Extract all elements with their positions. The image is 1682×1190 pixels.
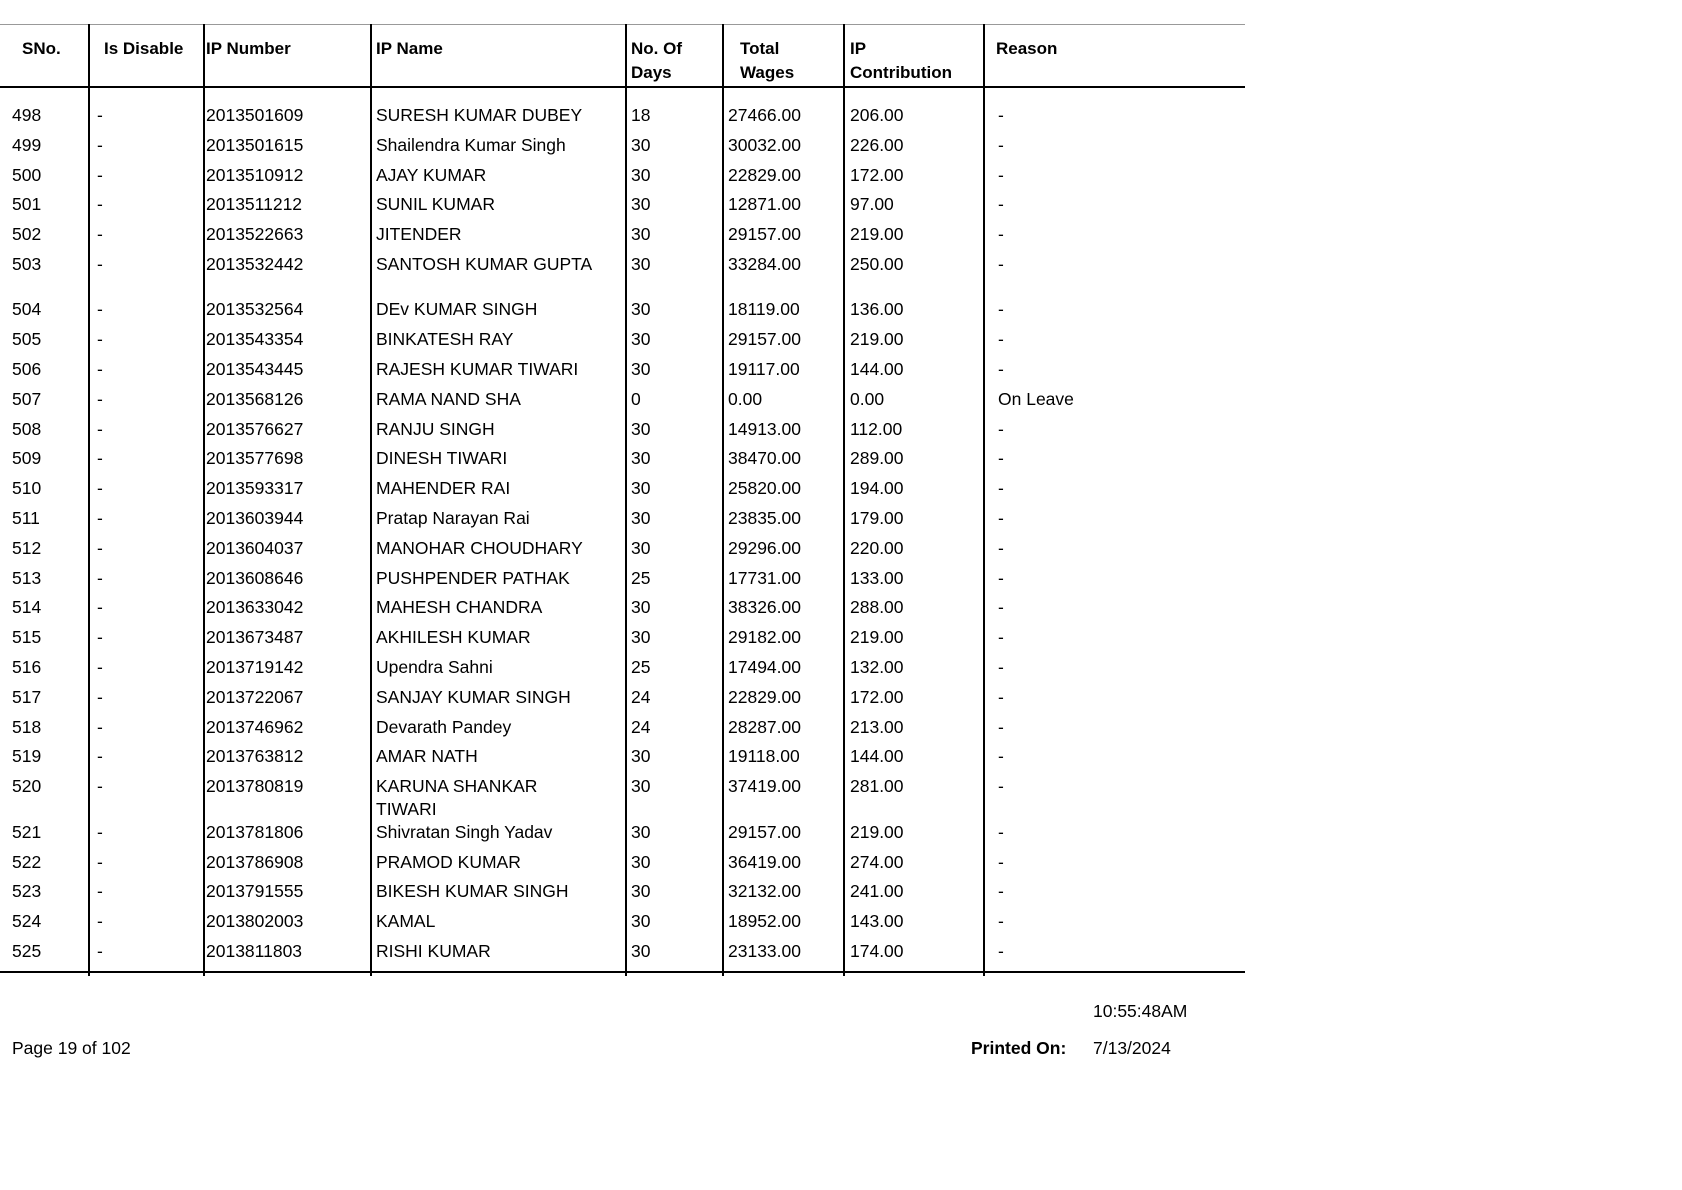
cell-sno: 516: [12, 657, 42, 678]
table-row: [0, 193, 1245, 223]
cell-ip-name: JITENDER: [376, 224, 462, 245]
header-contribution-line2: Contribution: [850, 63, 952, 82]
table-row: [0, 686, 1245, 716]
cell-reason: -: [998, 508, 1004, 529]
cell-ip-name: AJAY KUMAR: [376, 164, 487, 185]
cell-total-wages: 32132.00: [728, 881, 801, 902]
cell-is-disable: -: [97, 478, 103, 499]
cell-reason: -: [998, 418, 1004, 439]
cell-ip-number: 2013633042: [206, 597, 304, 618]
cell-ip-number: 2013501615: [206, 134, 304, 155]
printed-on-label: Printed On:: [971, 1038, 1067, 1058]
cell-is-disable: -: [97, 851, 103, 872]
table-row: [0, 418, 1245, 448]
cell-days: 30: [631, 448, 651, 469]
cell-total-wages: 38470.00: [728, 448, 801, 469]
cell-total-wages: 38326.00: [728, 597, 801, 618]
cell-ip-name: RAJESH KUMAR TIWARI: [376, 359, 579, 380]
cell-reason: -: [998, 537, 1004, 558]
cell-sno: 507: [12, 388, 42, 409]
print-date: 7/13/2024: [1093, 1038, 1171, 1058]
cell-sno: 504: [12, 299, 42, 320]
cell-total-wages: 19118.00: [728, 746, 800, 767]
cell-ip-contribution: 172.00: [850, 164, 904, 185]
cell-is-disable: -: [97, 940, 103, 961]
cell-reason: -: [998, 134, 1004, 155]
cell-ip-contribution: 206.00: [850, 105, 904, 125]
header-days-line2: Days: [631, 63, 672, 82]
header-wages-line1: Total: [740, 39, 780, 58]
cell-ip-number: 2013577698: [206, 448, 304, 469]
cell-ip-contribution: 143.00: [850, 911, 904, 932]
cell-days: 30: [631, 253, 651, 274]
cell-sno: 515: [12, 627, 42, 648]
cell-total-wages: 27466.00: [728, 105, 801, 125]
cell-is-disable: -: [97, 881, 103, 902]
cell-ip-contribution: 194.00: [850, 478, 904, 499]
cell-is-disable: -: [97, 253, 103, 274]
cell-days: 30: [631, 881, 651, 902]
cell-total-wages: 0.00: [728, 388, 763, 409]
cell-ip-contribution: 281.00: [850, 776, 904, 797]
cell-is-disable: -: [97, 299, 103, 320]
cell-days: 30: [631, 821, 651, 842]
cell-is-disable: -: [97, 448, 103, 469]
cell-days: 30: [631, 508, 651, 529]
table-row: [0, 388, 1245, 418]
cell-reason: -: [998, 716, 1004, 737]
cell-total-wages: 28287.00: [728, 716, 801, 737]
cell-is-disable: -: [97, 508, 103, 529]
cell-ip-number: 2013532564: [206, 299, 304, 320]
cell-sno: 501: [12, 194, 42, 215]
cell-ip-number: 2013568126: [206, 388, 304, 409]
cell-ip-contribution: 97.00: [850, 194, 894, 215]
header-wages-line2: Wages: [740, 63, 795, 82]
cell-sno: 517: [12, 686, 42, 707]
cell-is-disable: -: [97, 418, 103, 439]
cell-ip-name: DEv KUMAR SINGH: [376, 299, 538, 320]
table-row: [0, 358, 1245, 388]
table-row: [0, 253, 1245, 299]
cell-ip-contribution: 174.00: [850, 940, 904, 961]
cell-total-wages: 33284.00: [728, 253, 801, 274]
cell-sno: 508: [12, 418, 42, 439]
cell-total-wages: 22829.00: [728, 164, 801, 185]
cell-days: 30: [631, 627, 651, 648]
cell-total-wages: 37419.00: [728, 776, 801, 797]
header-is-disable: Is Disable: [104, 39, 184, 58]
print-time: 10:55:48AM: [1093, 1001, 1188, 1021]
cell-days: 30: [631, 478, 651, 499]
table-row: [0, 596, 1245, 626]
cell-ip-contribution: 219.00: [850, 627, 904, 648]
cell-days: 30: [631, 940, 651, 961]
cell-is-disable: -: [97, 359, 103, 380]
cell-reason: -: [998, 597, 1004, 618]
table-row: [0, 477, 1245, 507]
cell-ip-number: 2013511212: [206, 194, 303, 215]
table-bottom-rule: [0, 971, 1245, 973]
cell-total-wages: 30032.00: [728, 134, 801, 155]
cell-ip-name: Pratap Narayan Rai: [376, 508, 530, 529]
cell-ip-name: Upendra Sahni: [376, 657, 493, 678]
cell-sno: 500: [12, 164, 42, 185]
cell-days: 30: [631, 194, 651, 215]
cell-sno: 499: [12, 134, 42, 155]
table-row: [0, 223, 1245, 253]
cell-reason: On Leave: [998, 388, 1074, 409]
cell-ip-name: SURESH KUMAR DUBEY: [376, 105, 583, 125]
cell-ip-number: 2013543445: [206, 359, 304, 380]
cell-days: 24: [631, 716, 651, 737]
cell-ip-number: 2013791555: [206, 881, 304, 902]
table-row: [0, 851, 1245, 881]
cell-is-disable: -: [97, 164, 103, 185]
cell-reason: -: [998, 224, 1004, 245]
cell-ip-name: BINKATESH RAY: [376, 329, 514, 350]
cell-reason: -: [998, 911, 1004, 932]
cell-days: 30: [631, 134, 651, 155]
cell-ip-contribution: 226.00: [850, 134, 904, 155]
cell-sno: 518: [12, 716, 42, 737]
table-row: [0, 626, 1245, 656]
cell-days: 30: [631, 911, 651, 932]
cell-reason: -: [998, 359, 1004, 380]
cell-is-disable: -: [97, 686, 103, 707]
cell-ip-name: Shailendra Kumar Singh: [376, 134, 566, 155]
table-row: [0, 910, 1245, 940]
cell-sno: 519: [12, 746, 42, 767]
cell-total-wages: 22829.00: [728, 686, 801, 707]
cell-days: 30: [631, 746, 651, 767]
cell-days: 30: [631, 224, 651, 245]
header-days-line1: No. Of: [631, 39, 682, 58]
cell-sno: 506: [12, 359, 42, 380]
cell-total-wages: 18119.00: [728, 299, 800, 320]
cell-reason: -: [998, 567, 1004, 588]
cell-is-disable: -: [97, 746, 103, 767]
table-row: [0, 745, 1245, 775]
cell-ip-contribution: 220.00: [850, 537, 904, 558]
cell-ip-number: 2013811803: [206, 940, 303, 961]
cell-total-wages: 29296.00: [728, 537, 801, 558]
cell-ip-number: 2013604037: [206, 537, 304, 558]
table-row: [0, 656, 1245, 686]
cell-ip-contribution: 213.00: [850, 716, 904, 737]
cell-total-wages: 29157.00: [728, 329, 801, 350]
cell-ip-number: 2013501609: [206, 105, 304, 125]
cell-sno: 525: [12, 940, 42, 961]
cell-days: 30: [631, 537, 651, 558]
cell-is-disable: -: [97, 194, 103, 215]
cell-sno: 502: [12, 224, 42, 245]
cell-sno: 524: [12, 911, 42, 932]
cell-ip-name: KARUNA SHANKAR TIWARI: [376, 776, 538, 820]
header-ip-name: IP Name: [376, 39, 443, 58]
cell-ip-name: MAHESH CHANDRA: [376, 597, 543, 618]
cell-reason: -: [998, 776, 1004, 797]
cell-total-wages: 12871.00: [728, 194, 801, 215]
table-row: [0, 940, 1245, 970]
cell-ip-name: PRAMOD KUMAR: [376, 851, 521, 872]
cell-reason: -: [998, 164, 1004, 185]
cell-ip-name: SANTOSH KUMAR GUPTA: [376, 253, 593, 274]
cell-sno: 521: [12, 821, 42, 842]
cell-ip-contribution: 219.00: [850, 224, 904, 245]
table-row: [0, 716, 1245, 746]
cell-total-wages: 36419.00: [728, 851, 801, 872]
cell-sno: 512: [12, 537, 42, 558]
cell-is-disable: -: [97, 329, 103, 350]
cell-days: 30: [631, 776, 651, 797]
cell-total-wages: 14913.00: [728, 418, 801, 439]
cell-total-wages: 29157.00: [728, 224, 801, 245]
cell-is-disable: -: [97, 567, 103, 588]
cell-days: 30: [631, 164, 651, 185]
cell-days: 30: [631, 359, 651, 380]
cell-reason: -: [998, 657, 1004, 678]
cell-is-disable: -: [97, 224, 103, 245]
cell-days: 18: [631, 105, 651, 125]
cell-reason: -: [998, 448, 1004, 469]
cell-sno: 523: [12, 881, 42, 902]
table-row: [0, 537, 1245, 567]
cell-ip-contribution: 241.00: [850, 881, 904, 902]
cell-ip-number: 2013719142: [206, 657, 304, 678]
cell-is-disable: -: [97, 911, 103, 932]
cell-ip-number: 2013593317: [206, 478, 304, 499]
cell-reason: -: [998, 940, 1004, 961]
table-row: [0, 104, 1245, 134]
cell-ip-contribution: 250.00: [850, 253, 904, 274]
cell-ip-number: 2013543354: [206, 329, 304, 350]
cell-days: 24: [631, 686, 651, 707]
cell-total-wages: 25820.00: [728, 478, 801, 499]
cell-total-wages: 29182.00: [728, 627, 801, 648]
cell-ip-number: 2013522663: [206, 224, 304, 245]
table-row: [0, 164, 1245, 194]
cell-sno: 505: [12, 329, 42, 350]
cell-ip-number: 2013780819: [206, 776, 304, 797]
header-bottom-rule: [0, 86, 1245, 88]
cell-ip-name: DINESH TIWARI: [376, 448, 508, 469]
cell-sno: 513: [12, 567, 42, 588]
cell-reason: -: [998, 253, 1004, 274]
cell-is-disable: -: [97, 537, 103, 558]
cell-ip-name: RISHI KUMAR: [376, 940, 491, 961]
cell-ip-number: 2013781806: [206, 821, 304, 842]
cell-ip-name: RANJU SINGH: [376, 418, 495, 439]
cell-ip-name: AKHILESH KUMAR: [376, 627, 531, 648]
cell-ip-name: SUNIL KUMAR: [376, 194, 495, 215]
cell-ip-contribution: 289.00: [850, 448, 904, 469]
header-contribution-line1: IP: [850, 39, 867, 58]
cell-ip-number: 2013510912: [206, 164, 304, 185]
cell-days: 30: [631, 851, 651, 872]
cell-total-wages: 17494.00: [728, 657, 801, 678]
table-row: [0, 328, 1245, 358]
cell-ip-name: SANJAY KUMAR SINGH: [376, 686, 571, 707]
cell-is-disable: -: [97, 716, 103, 737]
cell-is-disable: -: [97, 821, 103, 842]
cell-total-wages: 17731.00: [728, 567, 801, 588]
table-row: [0, 821, 1245, 851]
cell-days: 30: [631, 597, 651, 618]
cell-is-disable: -: [97, 657, 103, 678]
cell-ip-number: 2013532442: [206, 253, 304, 274]
cell-ip-contribution: 274.00: [850, 851, 904, 872]
cell-days: 30: [631, 299, 651, 320]
cell-days: 30: [631, 418, 651, 439]
cell-ip-name: MAHENDER RAI: [376, 478, 511, 499]
cell-ip-contribution: 179.00: [850, 508, 904, 529]
cell-reason: -: [998, 881, 1004, 902]
cell-ip-number: 2013576627: [206, 418, 304, 439]
cell-reason: -: [998, 821, 1004, 842]
cell-reason: -: [998, 299, 1004, 320]
table-row: [0, 880, 1245, 910]
page-number: Page 19 of 102: [12, 1038, 131, 1058]
cell-sno: 503: [12, 253, 42, 274]
cell-ip-contribution: 136.00: [850, 299, 904, 320]
cell-reason: -: [998, 478, 1004, 499]
cell-ip-contribution: 219.00: [850, 329, 904, 350]
cell-ip-name: PUSHPENDER PATHAK: [376, 567, 570, 588]
header-ip-number: IP Number: [206, 39, 291, 58]
table-row: [0, 447, 1245, 477]
cell-days: 0: [631, 388, 641, 409]
cell-reason: -: [998, 686, 1004, 707]
cell-ip-contribution: 144.00: [850, 359, 904, 380]
cell-ip-name: Devarath Pandey: [376, 716, 512, 737]
table-row: [0, 775, 1245, 821]
cell-days: 30: [631, 329, 651, 350]
cell-ip-number: 2013802003: [206, 911, 304, 932]
cell-total-wages: 19117.00: [728, 359, 800, 380]
cell-ip-name: Shivratan Singh Yadav: [376, 821, 553, 842]
cell-ip-number: 2013673487: [206, 627, 304, 648]
cell-sno: 514: [12, 597, 42, 618]
cell-ip-contribution: 132.00: [850, 657, 904, 678]
cell-is-disable: -: [97, 105, 103, 125]
cell-sno: 520: [12, 776, 42, 797]
cell-is-disable: -: [97, 597, 103, 618]
cell-reason: -: [998, 627, 1004, 648]
table-row: [0, 134, 1245, 164]
cell-ip-number: 2013608646: [206, 567, 304, 588]
cell-is-disable: -: [97, 776, 103, 797]
cell-ip-contribution: 112.00: [850, 418, 903, 439]
cell-sno: 511: [12, 508, 40, 529]
cell-is-disable: -: [97, 388, 103, 409]
table-row: [0, 507, 1245, 537]
cell-sno: 509: [12, 448, 42, 469]
cell-total-wages: 29157.00: [728, 821, 801, 842]
cell-reason: -: [998, 851, 1004, 872]
cell-ip-name: AMAR NATH: [376, 746, 478, 767]
cell-ip-contribution: 219.00: [850, 821, 904, 842]
cell-ip-contribution: 133.00: [850, 567, 904, 588]
header-reason: Reason: [996, 39, 1058, 58]
cell-days: 25: [631, 567, 651, 588]
header-top-rule: [0, 24, 1245, 25]
cell-days: 25: [631, 657, 651, 678]
cell-reason: -: [998, 329, 1004, 350]
cell-reason: -: [998, 194, 1004, 215]
cell-ip-number: 2013603944: [206, 508, 304, 529]
cell-ip-contribution: 172.00: [850, 686, 904, 707]
cell-sno: 498: [12, 105, 42, 125]
cell-sno: 510: [12, 478, 42, 499]
cell-ip-number: 2013763812: [206, 746, 304, 767]
cell-is-disable: -: [97, 627, 103, 648]
cell-total-wages: 23835.00: [728, 508, 801, 529]
cell-reason: -: [998, 746, 1004, 767]
table-row: [0, 298, 1245, 328]
cell-ip-name: BIKESH KUMAR SINGH: [376, 881, 569, 902]
cell-is-disable: -: [97, 134, 103, 155]
header-sno: SNo.: [22, 39, 61, 58]
cell-ip-contribution: 0.00: [850, 388, 885, 409]
cell-ip-number: 2013786908: [206, 851, 304, 872]
cell-total-wages: 18952.00: [728, 911, 801, 932]
cell-ip-name: MANOHAR CHOUDHARY: [376, 537, 583, 558]
cell-ip-number: 2013746962: [206, 716, 304, 737]
cell-sno: 522: [12, 851, 42, 872]
cell-reason: -: [998, 105, 1004, 125]
table-row: [0, 567, 1245, 597]
table-body: [0, 104, 1245, 970]
cell-ip-number: 2013722067: [206, 686, 304, 707]
cell-ip-contribution: 144.00: [850, 746, 904, 767]
cell-ip-name: RAMA NAND SHA: [376, 388, 521, 409]
cell-total-wages: 23133.00: [728, 940, 801, 961]
cell-ip-contribution: 288.00: [850, 597, 904, 618]
cell-ip-name: KAMAL: [376, 911, 436, 932]
